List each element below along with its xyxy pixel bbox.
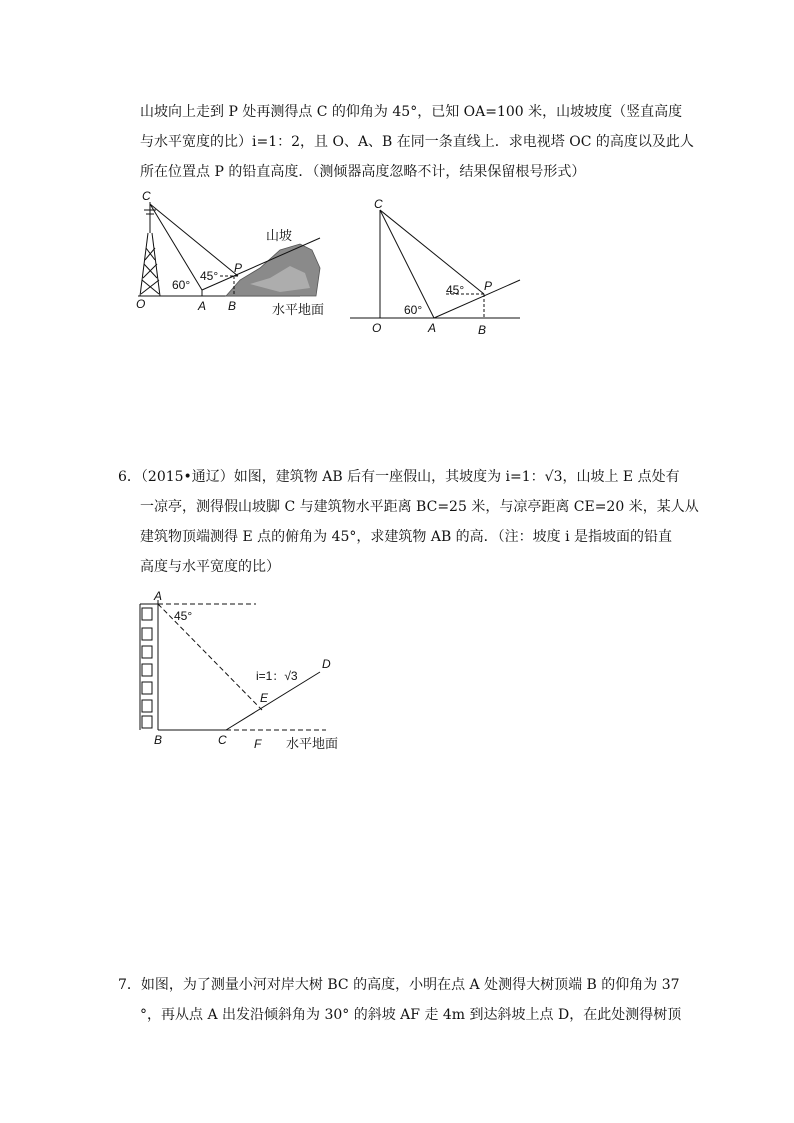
ground-label-6: 水平地面 xyxy=(286,737,339,752)
label-B: B xyxy=(228,299,237,313)
angle-60: 60° xyxy=(172,278,191,292)
problem6-line-4: 高度与水平宽度的比） xyxy=(140,559,280,575)
sight-line-P xyxy=(150,204,238,276)
angle-60-2: 60° xyxy=(404,303,423,317)
label-D-6: D xyxy=(322,657,331,671)
segment-CP xyxy=(380,210,484,294)
building-AB xyxy=(140,600,158,730)
label-C-2: C xyxy=(374,197,383,211)
angle-45-6: 45° xyxy=(174,609,193,623)
label-A-2: A xyxy=(428,321,437,335)
label-C-6: C xyxy=(218,733,227,747)
problem7-line-2: °，再从点 A 出发沿倾斜角为 30° 的斜坡 AF 走 4m 到达斜坡上点 D，在此处测得树顶 xyxy=(140,1007,682,1023)
problem5-line-1: 山坡向上走到 P 处再测得点 C 的仰角为 45°，已知 OA=100 米，山坡坡度（竖直高度 xyxy=(140,104,683,120)
label-O: O xyxy=(136,297,146,311)
segment-CA xyxy=(380,210,434,318)
problem5-line-2: 与水平宽度的比）i=1：2，且 O、A、B 在同一条直线上．求电视塔 OC 的高度以及此人 xyxy=(140,134,694,150)
problem5-line-3: 所在位置点 P 的铅直高度．（测倾器高度忽略不计，结果保留根号形式） xyxy=(140,164,586,180)
problem7-line-1: 7．如图，为了测量小河对岸大树 BC 的高度，小明在点 A 处测得大树顶端 B 的仰角为 37 xyxy=(118,977,680,993)
label-O-2: O xyxy=(372,321,382,335)
problem6-line-3: 建筑物顶端测得 E 点的俯角为 45°，求建筑物 AB 的高．（注：坡度 i 是指坡面的铅直 xyxy=(140,529,673,545)
slope-ratio-label: i=1：√3 xyxy=(256,669,298,683)
label-A-6: A xyxy=(154,589,163,603)
problem5-figure-1 xyxy=(130,188,330,320)
ground-label: 水平地面 xyxy=(272,303,325,318)
label-B-2: B xyxy=(478,323,487,336)
angle-45: 45° xyxy=(200,269,219,283)
label-F-6: F xyxy=(254,737,262,751)
problem6-line-2: 一凉亭，测得假山坡脚 C 与建筑物水平距离 BC=25 米，与凉亭距离 CE=20 米，某人从 xyxy=(140,499,699,515)
problem6-line-1: 6．（2015•通辽）如图，建筑物 AB 后有一座假山，其坡度为 i=1：√3，山坡上 E 点处有 xyxy=(118,469,680,485)
label-A: A xyxy=(198,299,207,313)
label-C: C xyxy=(142,189,151,203)
problem6-figure xyxy=(136,588,366,758)
label-B-6: B xyxy=(154,733,163,747)
angle-45-2: 45° xyxy=(446,283,465,297)
label-P-2: P xyxy=(484,279,493,293)
slope-label: 山坡 xyxy=(266,229,293,244)
label-P: P xyxy=(234,261,243,275)
label-E-6: E xyxy=(260,691,269,705)
problem5-figure-2 xyxy=(346,196,526,336)
